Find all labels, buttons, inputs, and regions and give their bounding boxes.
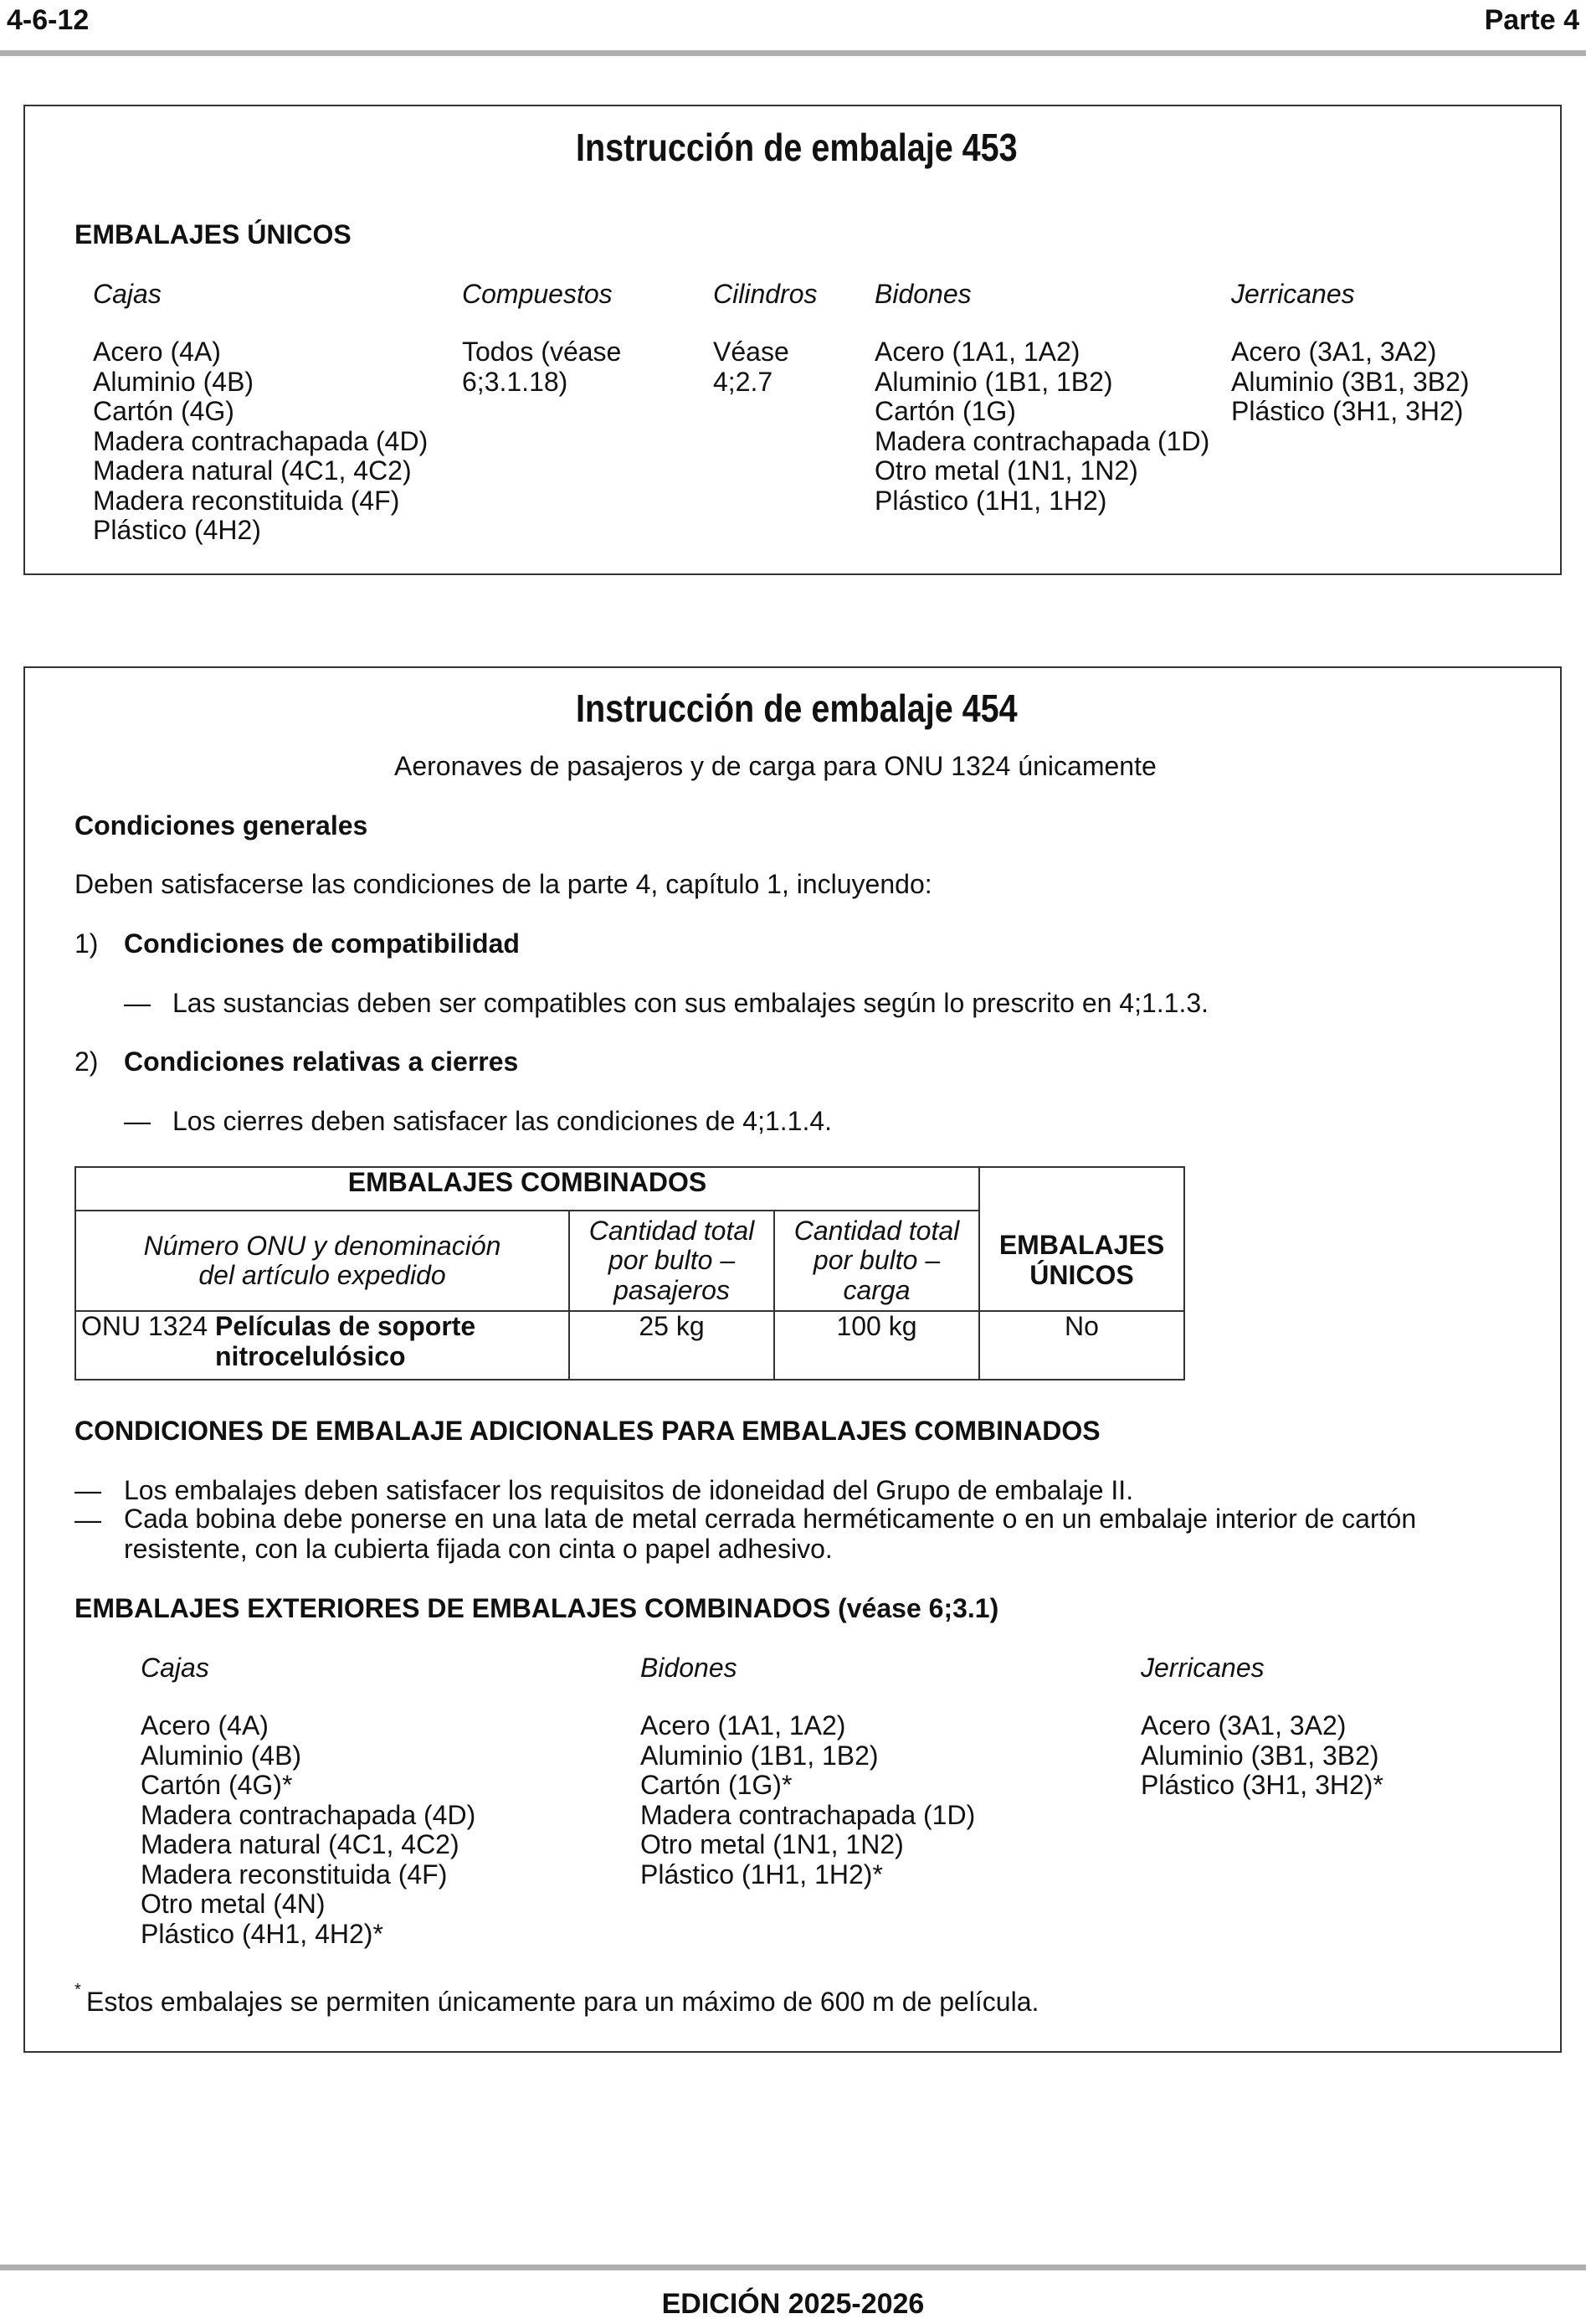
un-number: ONU 1324 (81, 1311, 208, 1341)
condition-1-heading: Condiciones de compatibilidad (124, 928, 520, 959)
list-item: Cartón (1G) (875, 396, 1016, 426)
condition-2-dash: — (124, 1106, 151, 1136)
condition-2-number: 2) (74, 1046, 99, 1077)
col-header-single-packaging: EMBALAJES ÚNICOS (979, 1211, 1184, 1311)
article-name: Películas de soporte nitrocelulósico (215, 1311, 476, 1371)
outer-col-header-bidones: Bidones (640, 1653, 737, 1683)
edition-footer: EDICIÓN 2025-2026 (661, 2288, 925, 2320)
page-number: 4-6-12 (7, 4, 90, 36)
outer-packagings-heading: EMBALAJES EXTERIORES DE EMBALAJES COMBINADOS (véase 6;3.1) (74, 1593, 999, 1623)
list-item: Madera contrachapada (4D) (141, 1799, 476, 1830)
list-item: Cartón (4G)* (141, 1770, 293, 1800)
list-item: Aluminio (1B1, 1B2) (640, 1740, 879, 1771)
table-row (75, 1311, 1184, 1380)
condition-1-dash: — (124, 988, 151, 1018)
additional-1-dash: — (74, 1475, 101, 1505)
pi453-col-header-bidones: Bidones (875, 279, 972, 309)
list-item: Madera natural (4C1, 4C2) (93, 455, 412, 486)
condition-1-text: Las sustancias deben ser compatibles con sus embalajes según lo prescrito en 4;1.1.3. (172, 988, 1209, 1018)
pi453-col-header-jerricanes: Jerricanes (1231, 279, 1355, 309)
list-item: Acero (4A) (93, 337, 221, 367)
table-row (75, 1211, 1184, 1311)
list-item: Acero (3A1, 3A2) (1141, 1710, 1347, 1740)
pi454-subtitle: Aeronaves de pasajeros y de carga para ONU 1324 únicamente (394, 751, 1157, 781)
list-item: Plástico (1H1, 1H2)* (640, 1859, 883, 1890)
list-item: Aluminio (3B1, 3B2) (1231, 366, 1470, 397)
condition-2-text: Los cierres deben satisfacer las condiciones de 4;1.1.4. (172, 1106, 833, 1136)
outer-list-bidones (640, 1711, 975, 1890)
list-item: 6;3.1.18) (462, 366, 568, 397)
list-item: Acero (4A) (141, 1710, 269, 1740)
list-item: Madera contrachapada (1D) (875, 425, 1210, 456)
list-item: Aluminio (4B) (93, 366, 254, 397)
list-item: Plástico (4H1, 4H2)* (141, 1918, 383, 1949)
pi453-title: Instrucción de embalaje 453 (576, 126, 1018, 169)
footer-rule (0, 2265, 1586, 2270)
single-packaging-header-top (979, 1167, 1184, 1211)
pi453-list-cilindros (713, 337, 789, 397)
table-cell-single-packaging: No (979, 1311, 1184, 1380)
table-cell-un (75, 1311, 569, 1380)
outer-col-header-cajas: Cajas (141, 1653, 209, 1683)
list-item: Madera contrachapada (1D) (640, 1799, 976, 1830)
list-item: Acero (1A1, 1A2) (875, 337, 1080, 367)
list-item: Acero (1A1, 1A2) (640, 1710, 846, 1740)
list-item: Aluminio (4B) (141, 1740, 302, 1771)
list-item: Madera natural (4C1, 4C2) (141, 1829, 459, 1859)
footnote-text: Estos embalajes se permiten únicamente para un máximo de 600 m de película. (86, 1987, 1039, 2017)
pi453-col-header-cilindros: Cilindros (713, 279, 818, 309)
additional-conditions-heading: CONDICIONES DE EMBALAJE ADICIONALES PARA EMBALAJES COMBINADOS (74, 1416, 1101, 1446)
footnote-mark: * (74, 1981, 81, 1999)
additional-1-text: Los embalajes deben satisfacer los requisitos de idoneidad del Grupo de embalaje II. (124, 1475, 1134, 1505)
pi453-list-cajas (93, 337, 428, 546)
list-item: Otro metal (1N1, 1N2) (875, 455, 1138, 486)
part-label: Parte 4 (1484, 4, 1579, 36)
list-item: Aluminio (3B1, 3B2) (1141, 1740, 1379, 1771)
list-item: Plástico (3H1, 3H2) (1231, 396, 1464, 426)
list-item: Plástico (4H2) (93, 515, 261, 545)
outer-col-header-jerricanes: Jerricanes (1141, 1653, 1265, 1683)
pi453-list-jerricanes (1231, 337, 1470, 427)
list-item: Todos (véase (462, 337, 622, 367)
pi454-title: Instrucción de embalaje 454 (576, 686, 1018, 730)
list-item: Aluminio (1B1, 1B2) (875, 366, 1113, 397)
pi453-section-heading: EMBALAJES ÚNICOS (74, 219, 352, 249)
pi453-col-header-cajas: Cajas (93, 279, 162, 309)
list-item: 4;2.7 (713, 366, 773, 397)
list-item: Cartón (1G)* (640, 1770, 793, 1800)
combined-packaging-header: EMBALAJES COMBINADOS (75, 1167, 979, 1211)
list-item: Madera reconstituida (4F) (141, 1859, 448, 1890)
additional-2-text: Cada bobina debe ponerse en una lata de metal cerrada herméticamente o en un embalaje interior de cartón resistente, con la cubierta fijada con cinta o papel adhesivo. (124, 1504, 1417, 1564)
list-item: Otro metal (4N) (141, 1889, 326, 1919)
list-item: Madera reconstituida (4F) (93, 485, 400, 516)
pi453-list-bidones (875, 337, 1209, 516)
table-cell-cargo-qty: 100 kg (774, 1311, 979, 1380)
outer-list-cajas (141, 1711, 475, 1949)
general-conditions-intro: Deben satisfacerse las condiciones de la parte 4, capítulo 1, incluyendo: (74, 869, 932, 899)
col-header-passenger-qty: Cantidad total por bulto – pasajeros (569, 1211, 774, 1311)
list-item: Plástico (1H1, 1H2) (875, 485, 1107, 516)
list-item: Acero (3A1, 3A2) (1231, 337, 1437, 367)
pi453-col-header-compuestos: Compuestos (462, 279, 613, 309)
additional-2-dash: — (74, 1504, 101, 1535)
general-conditions-heading: Condiciones generales (74, 810, 368, 841)
condition-1-number: 1) (74, 928, 99, 959)
list-item: Plástico (3H1, 3H2)* (1141, 1770, 1383, 1800)
condition-2-heading: Condiciones relativas a cierres (124, 1046, 519, 1077)
list-item: Cartón (4G) (93, 396, 234, 426)
list-item: Otro metal (1N1, 1N2) (640, 1829, 904, 1859)
combined-packaging-table (74, 1166, 1185, 1381)
col-header-un-name: Número ONU y denominación del artículo expedido (75, 1211, 569, 1311)
table-row (75, 1167, 1184, 1211)
header-rule (0, 50, 1586, 56)
outer-list-jerricanes (1141, 1711, 1383, 1801)
pi453-list-compuestos (462, 337, 621, 397)
list-item: Madera contrachapada (4D) (93, 425, 429, 456)
list-item: Véase (713, 337, 789, 367)
col-header-cargo-qty: Cantidad total por bulto – carga (774, 1211, 979, 1311)
table-cell-passenger-qty: 25 kg (569, 1311, 774, 1380)
